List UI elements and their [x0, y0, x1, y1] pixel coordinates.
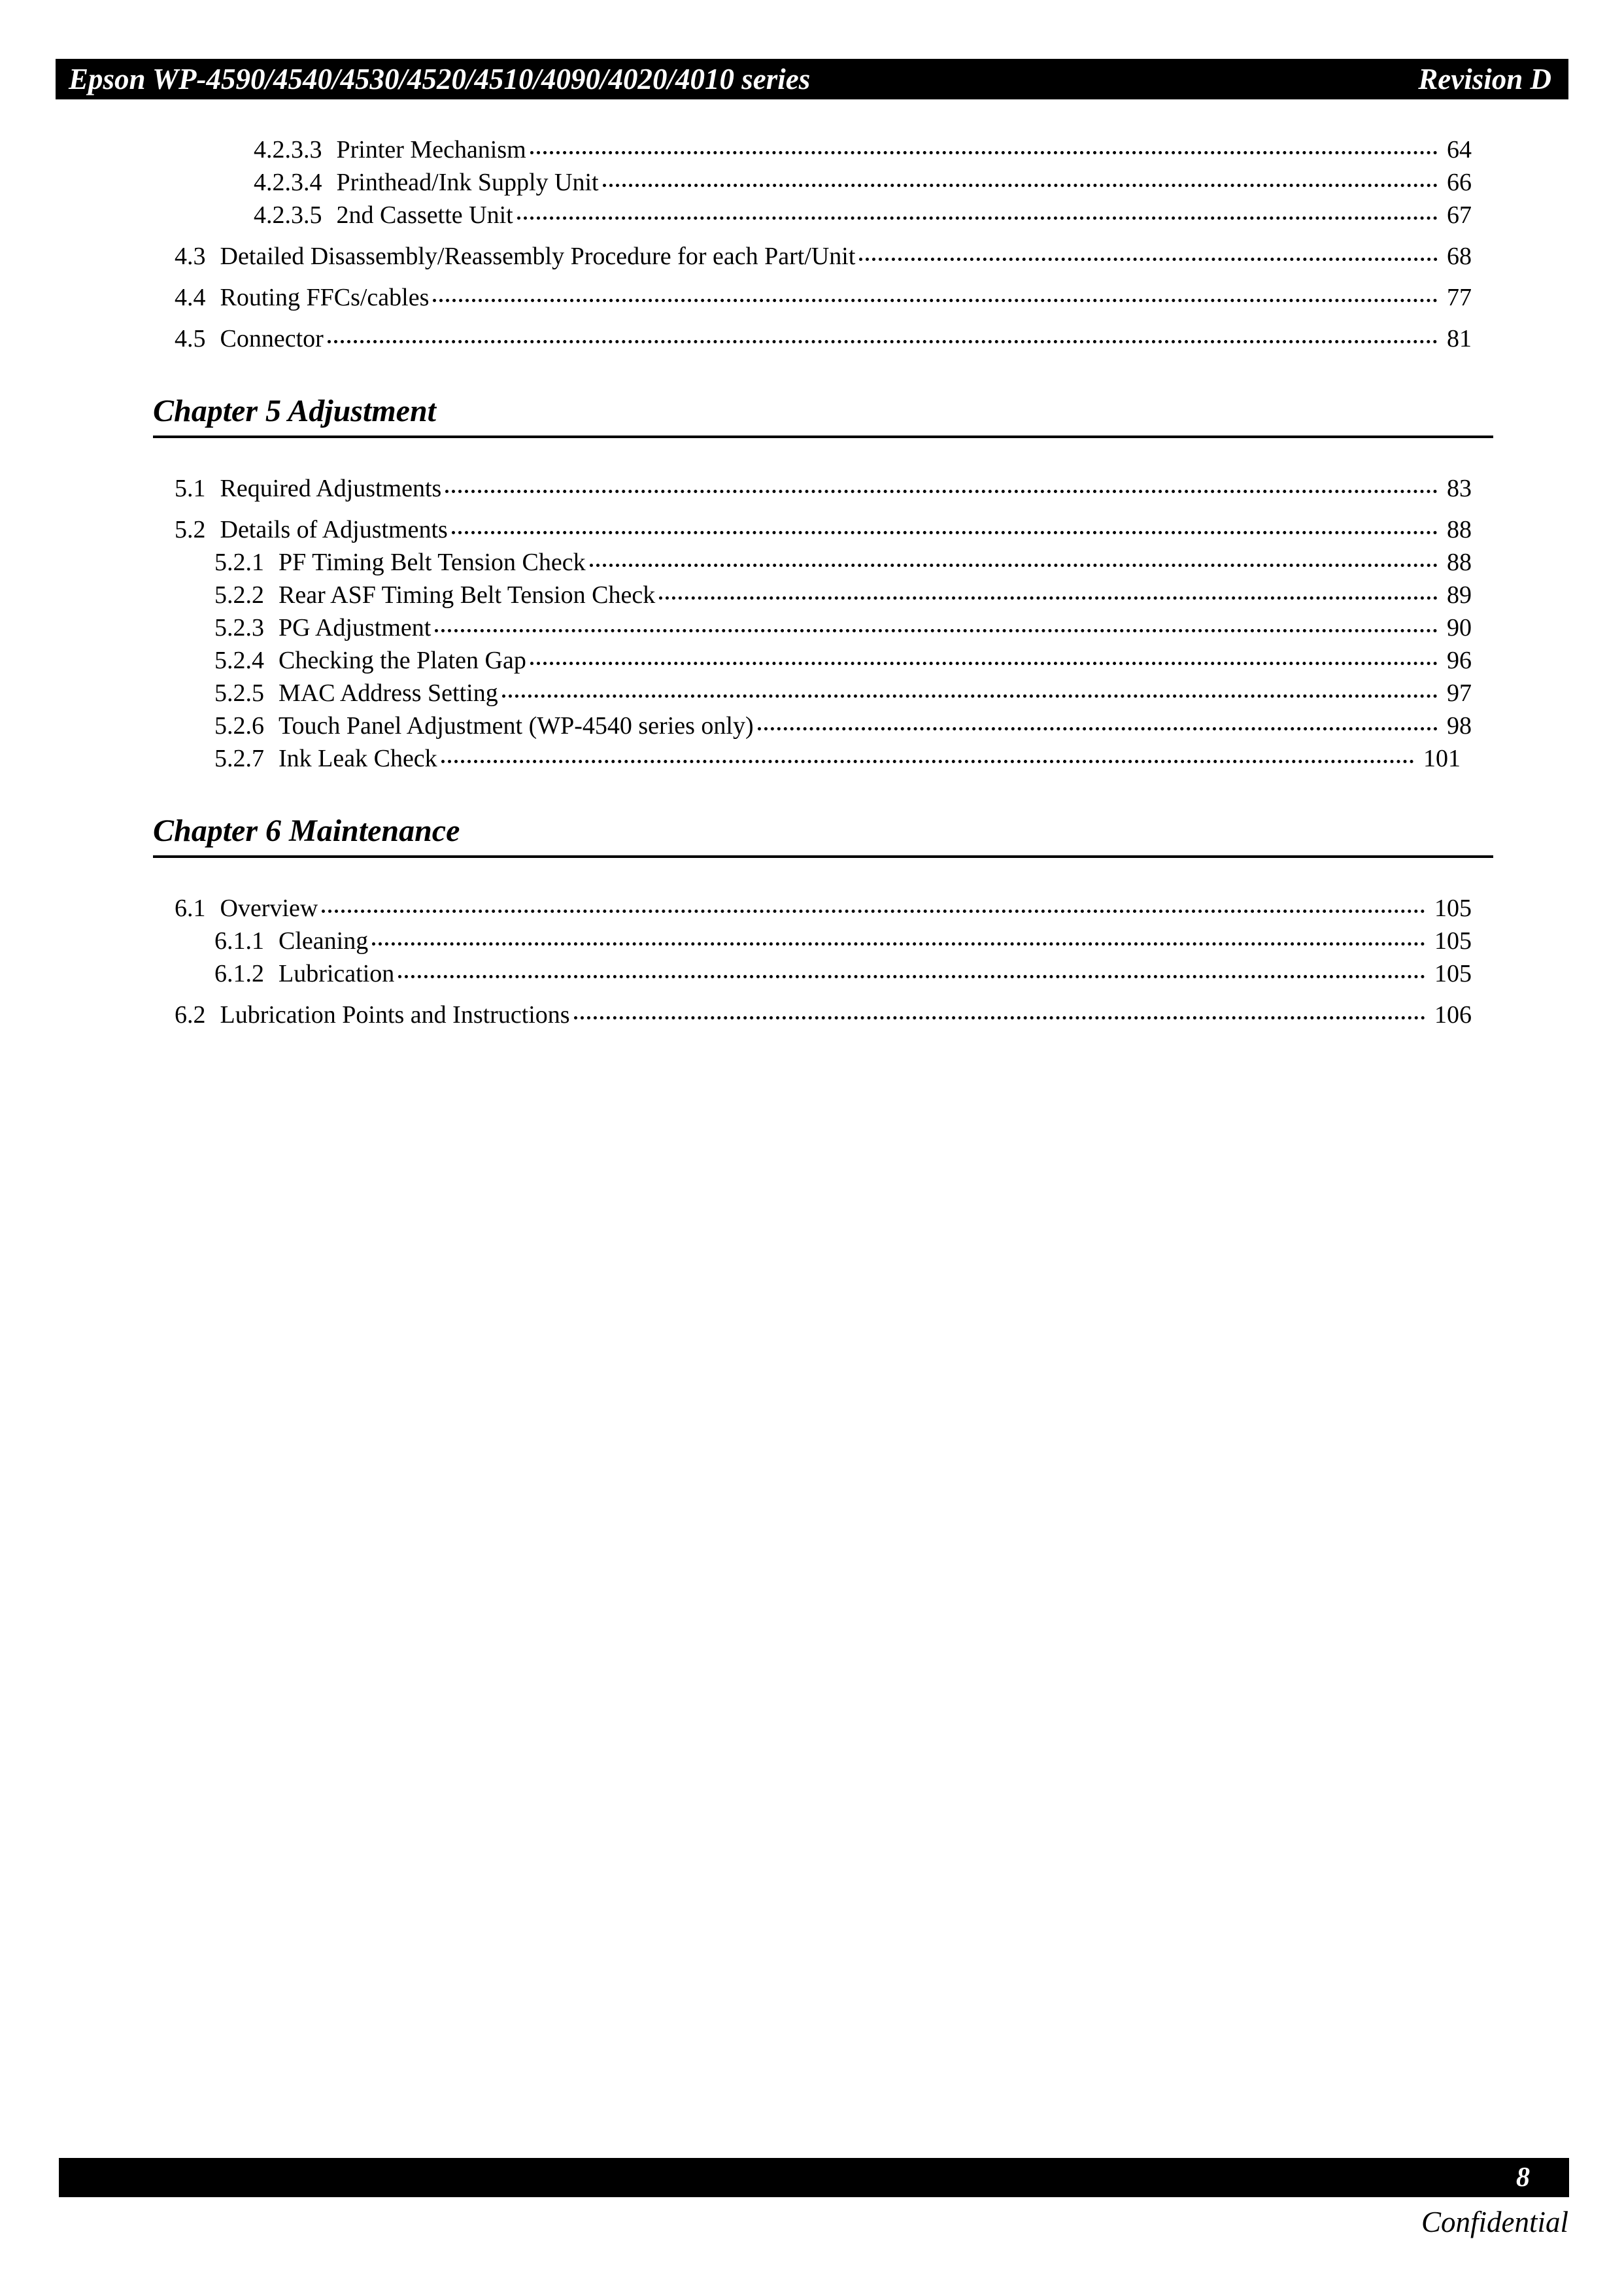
toc-entry-5-2-1[interactable] — [214, 546, 1472, 579]
revision-label: Revision D — [1418, 63, 1551, 95]
toc-leader — [322, 910, 1425, 913]
toc-entry-4-2-3-5[interactable] — [254, 199, 1472, 231]
toc-title: Routing FFCs/cables — [220, 284, 430, 311]
toc-entry-6-1[interactable] — [175, 892, 1472, 925]
toc-leader — [758, 727, 1438, 730]
toc-entry-4-5[interactable] — [175, 322, 1472, 355]
toc-entry-6-1-1[interactable] — [214, 925, 1472, 957]
toc-leader — [433, 299, 1438, 302]
toc-number: 4.2.3.4 — [254, 169, 322, 196]
toc-number: 5.2.6 — [214, 712, 264, 740]
toc-page: 88 — [1447, 549, 1472, 576]
toc-entry-5-2-6[interactable] — [214, 710, 1472, 742]
toc-number: 5.2.5 — [214, 679, 264, 707]
toc-leader — [603, 184, 1438, 187]
toc-page: 68 — [1447, 243, 1472, 270]
toc-page: 105 — [1434, 960, 1472, 987]
toc-entry-5-2-4[interactable] — [214, 644, 1472, 677]
toc-title: Rear ASF Timing Belt Tension Check — [279, 581, 656, 609]
toc-entry-5-2[interactable] — [175, 513, 1472, 546]
toc-entry-4-3[interactable] — [175, 240, 1472, 273]
document-title: Epson WP-4590/4540/4530/4520/4510/4090/4020/4010 series — [69, 63, 811, 95]
toc-leader — [659, 596, 1438, 600]
toc-page: 66 — [1447, 169, 1472, 196]
toc-number: 4.4 — [175, 284, 206, 311]
toc-leader — [517, 216, 1438, 220]
toc-number: 6.1.1 — [214, 927, 264, 955]
toc-leader — [445, 490, 1438, 493]
toc-title: Touch Panel Adjustment (WP-4540 series only) — [279, 712, 754, 740]
toc-title: Printhead/Ink Supply Unit — [336, 169, 599, 196]
confidential-label: Confidential — [1421, 2206, 1568, 2238]
toc-leader — [328, 340, 1438, 343]
toc-number: 4.2.3.5 — [254, 201, 322, 229]
toc-number: 5.2 — [175, 516, 206, 543]
chapter-6-heading: Chapter 6 Maintenance — [153, 812, 1493, 858]
toc-title: Lubrication Points and Instructions — [220, 1001, 570, 1029]
toc-entry-4-4[interactable] — [175, 281, 1472, 314]
toc-number: 4.3 — [175, 243, 206, 270]
toc-title: Cleaning — [279, 927, 369, 955]
toc-page: 77 — [1447, 284, 1472, 311]
toc-page: 89 — [1447, 581, 1472, 609]
toc-page: 105 — [1434, 927, 1472, 955]
toc-title: MAC Address Setting — [279, 679, 498, 707]
toc-page: 88 — [1447, 516, 1472, 543]
toc-title: Detailed Disassembly/Reassembly Procedure for each Part/Unit — [220, 243, 856, 270]
toc-number: 5.2.7 — [214, 745, 264, 772]
toc-leader — [859, 258, 1438, 261]
toc-page: 90 — [1447, 614, 1472, 641]
toc-entry-5-2-7[interactable] — [214, 742, 1461, 775]
page-footer — [59, 2158, 1569, 2197]
toc-page: 105 — [1434, 895, 1472, 922]
toc-leader — [452, 531, 1438, 534]
toc-page: 64 — [1447, 136, 1472, 163]
toc-leader — [502, 694, 1438, 698]
page-header — [56, 59, 1568, 99]
toc-title: Lubrication — [279, 960, 395, 987]
toc-title: Overview — [220, 895, 318, 922]
toc-page: 97 — [1447, 679, 1472, 707]
toc-entry-6-2[interactable] — [175, 999, 1472, 1031]
toc-number: 5.2.1 — [214, 549, 264, 576]
toc-entry-5-2-5[interactable] — [214, 677, 1472, 710]
toc-leader — [435, 629, 1438, 632]
toc-number: 5.2.3 — [214, 614, 264, 641]
toc-page: 81 — [1447, 325, 1472, 352]
toc-page: 106 — [1434, 1001, 1472, 1029]
toc-leader — [441, 760, 1414, 763]
toc-title: PF Timing Belt Tension Check — [279, 549, 586, 576]
toc-page: 96 — [1447, 647, 1472, 674]
toc-title: 2nd Cassette Unit — [336, 201, 513, 229]
toc-entry-5-2-3[interactable] — [214, 611, 1472, 644]
toc-title: Connector — [220, 325, 324, 352]
toc-number: 5.2.4 — [214, 647, 264, 674]
toc-title: Checking the Platen Gap — [279, 647, 526, 674]
toc-title: Printer Mechanism — [336, 136, 526, 163]
toc-entry-4-2-3-3[interactable] — [254, 133, 1472, 166]
toc-number: 6.1 — [175, 895, 206, 922]
toc-entry-4-2-3-4[interactable] — [254, 166, 1472, 199]
toc-entry-5-2-2[interactable] — [214, 579, 1472, 611]
toc-number: 4.5 — [175, 325, 206, 352]
toc-title: Ink Leak Check — [279, 745, 437, 772]
toc-number: 4.2.3.3 — [254, 136, 322, 163]
toc-page: 101 — [1423, 745, 1461, 772]
toc-leader — [590, 564, 1438, 567]
toc-page: 83 — [1447, 475, 1472, 502]
toc-title: Required Adjustments — [220, 475, 442, 502]
toc-leader — [372, 942, 1425, 946]
toc-number: 5.1 — [175, 475, 206, 502]
toc-number: 6.2 — [175, 1001, 206, 1029]
toc-entry-5-1[interactable] — [175, 472, 1472, 505]
toc-leader — [530, 151, 1438, 154]
toc-number: 5.2.2 — [214, 581, 264, 609]
toc-number: 6.1.2 — [214, 960, 264, 987]
toc-title: Details of Adjustments — [220, 516, 448, 543]
chapter-5-heading: Chapter 5 Adjustment — [153, 392, 1493, 438]
toc-leader — [574, 1016, 1425, 1019]
toc-page: 98 — [1447, 712, 1472, 740]
toc-leader — [530, 662, 1438, 665]
toc-leader — [398, 975, 1425, 978]
toc-entry-6-1-2[interactable] — [214, 957, 1472, 990]
toc-page: 67 — [1447, 201, 1472, 229]
page-number: 8 — [1516, 2163, 1530, 2193]
toc-title: PG Adjustment — [279, 614, 431, 641]
